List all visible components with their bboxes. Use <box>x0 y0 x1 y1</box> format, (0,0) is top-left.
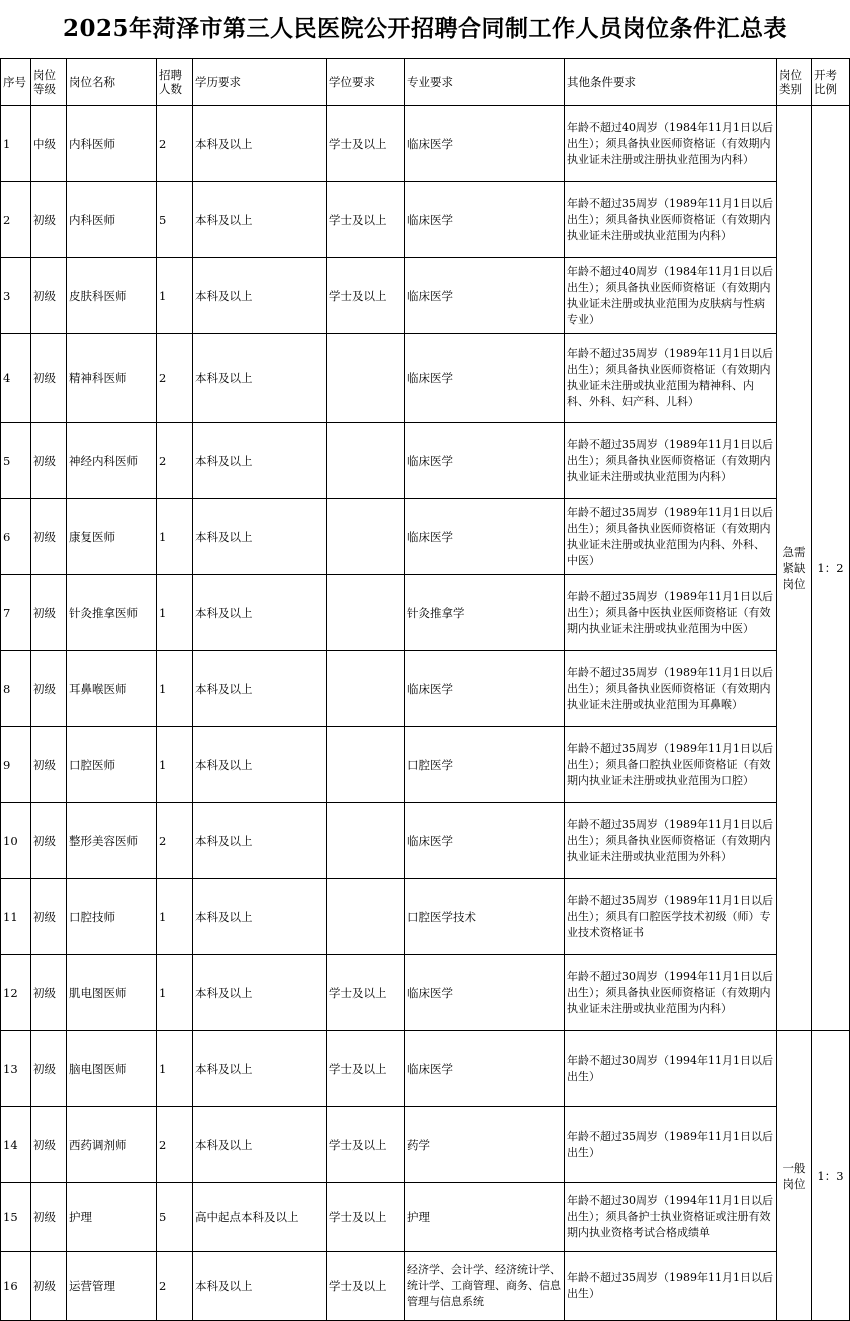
cell-major: 护理 <box>405 1183 565 1252</box>
cell-degree: 学士及以上 <box>327 182 405 258</box>
cell-major: 临床医学 <box>405 803 565 879</box>
cell-count: 2 <box>157 803 193 879</box>
cell-other: 年龄不超过35周岁（1989年11月1日以后出生） <box>565 1252 777 1321</box>
cell-count: 5 <box>157 1183 193 1252</box>
cell-major: 临床医学 <box>405 258 565 334</box>
cell-count: 2 <box>157 423 193 499</box>
cell-education: 本科及以上 <box>193 106 327 182</box>
cell-education: 本科及以上 <box>193 1031 327 1107</box>
cell-count: 1 <box>157 499 193 575</box>
cell-degree <box>327 803 405 879</box>
cell-degree: 学士及以上 <box>327 1107 405 1183</box>
cell-major: 口腔医学 <box>405 727 565 803</box>
cell-count: 2 <box>157 1107 193 1183</box>
cell-other: 年龄不超过35周岁（1989年11月1日以后出生） <box>565 1107 777 1183</box>
cell-degree <box>327 423 405 499</box>
cell-degree: 学士及以上 <box>327 106 405 182</box>
cell-name: 口腔技师 <box>67 879 157 955</box>
cell-major: 临床医学 <box>405 1031 565 1107</box>
cell-education: 本科及以上 <box>193 1252 327 1321</box>
header-education: 学历要求 <box>193 59 327 106</box>
cell-name: 神经内科医师 <box>67 423 157 499</box>
cell-level: 初级 <box>31 1107 67 1183</box>
cell-name: 脑电图医师 <box>67 1031 157 1107</box>
cell-seq: 5 <box>1 423 31 499</box>
cell-major: 临床医学 <box>405 182 565 258</box>
cell-major: 临床医学 <box>405 955 565 1031</box>
cell-count: 1 <box>157 955 193 1031</box>
cell-count: 2 <box>157 106 193 182</box>
cell-major: 临床医学 <box>405 499 565 575</box>
cell-degree <box>327 879 405 955</box>
cell-level: 初级 <box>31 499 67 575</box>
table-row <box>1 334 850 423</box>
header-major: 专业要求 <box>405 59 565 106</box>
cell-seq: 16 <box>1 1252 31 1321</box>
cell-count: 5 <box>157 182 193 258</box>
cell-other: 年龄不超过35周岁（1989年11月1日以后出生）；须具备口腔执业医师资格证（有效期内执业证未注册或执业范围为口腔） <box>565 727 777 803</box>
cell-other: 年龄不超过35周岁（1989年11月1日以后出生）；须具备执业医师资格证（有效期内执业证未注册或执业范围为内科） <box>565 423 777 499</box>
cell-degree <box>327 499 405 575</box>
table-row <box>1 499 850 575</box>
table-row <box>1 1183 850 1252</box>
cell-education: 本科及以上 <box>193 955 327 1031</box>
cell-education: 本科及以上 <box>193 423 327 499</box>
cell-seq: 15 <box>1 1183 31 1252</box>
cell-education: 本科及以上 <box>193 651 327 727</box>
cell-name: 口腔医师 <box>67 727 157 803</box>
cell-other: 年龄不超过30周岁（1994年11月1日以后出生）；须具备执业医师资格证（有效期内执业证未注册或执业范围为内科） <box>565 955 777 1031</box>
cell-major: 临床医学 <box>405 423 565 499</box>
header-row <box>1 59 850 106</box>
cell-degree: 学士及以上 <box>327 955 405 1031</box>
cell-count: 1 <box>157 651 193 727</box>
cell-name: 肌电图医师 <box>67 955 157 1031</box>
cell-ratio-general: 1：3 <box>812 1031 850 1321</box>
cell-other: 年龄不超过30周岁（1994年11月1日以后出生）；须具备护士执业资格证或注册有效期内执业资格考试合格成绩单 <box>565 1183 777 1252</box>
cell-name: 护理 <box>67 1183 157 1252</box>
cell-education: 高中起点本科及以上 <box>193 1183 327 1252</box>
cell-count: 1 <box>157 879 193 955</box>
cell-education: 本科及以上 <box>193 182 327 258</box>
header-count: 招聘人数 <box>157 59 193 106</box>
cell-seq: 1 <box>1 106 31 182</box>
table-row <box>1 1252 850 1321</box>
cell-education: 本科及以上 <box>193 499 327 575</box>
cell-name: 耳鼻喉医师 <box>67 651 157 727</box>
cell-other: 年龄不超过40周岁（1984年11月1日以后出生）；须具备执业医师资格证（有效期内执业证未注册或执业范围为皮肤病与性病专业） <box>565 258 777 334</box>
cell-level: 初级 <box>31 1031 67 1107</box>
table-row <box>1 106 850 182</box>
cell-level: 初级 <box>31 803 67 879</box>
cell-degree: 学士及以上 <box>327 1031 405 1107</box>
header-level: 岗位等级 <box>31 59 67 106</box>
table-row <box>1 955 850 1031</box>
cell-major: 经济学、会计学、经济统计学、统计学、工商管理、商务、信息管理与信息系统 <box>405 1252 565 1321</box>
table-row <box>1 879 850 955</box>
cell-level: 初级 <box>31 1183 67 1252</box>
cell-ratio-urgent: 1：2 <box>812 106 850 1031</box>
cell-major: 临床医学 <box>405 334 565 423</box>
cell-seq: 10 <box>1 803 31 879</box>
cell-other: 年龄不超过35周岁（1989年11月1日以后出生）；须具有口腔医学技术初级（师）专业技术资格证书 <box>565 879 777 955</box>
cell-degree: 学士及以上 <box>327 1252 405 1321</box>
cell-level: 初级 <box>31 423 67 499</box>
cell-seq: 12 <box>1 955 31 1031</box>
cell-seq: 11 <box>1 879 31 955</box>
cell-level: 初级 <box>31 258 67 334</box>
cell-level: 初级 <box>31 651 67 727</box>
cell-seq: 9 <box>1 727 31 803</box>
cell-education: 本科及以上 <box>193 803 327 879</box>
cell-name: 针灸推拿医师 <box>67 575 157 651</box>
cell-major: 药学 <box>405 1107 565 1183</box>
header-name: 岗位名称 <box>67 59 157 106</box>
page-title: 2025年菏泽市第三人民医院公开招聘合同制工作人员岗位条件汇总表 <box>62 15 787 42</box>
cell-name: 内科医师 <box>67 182 157 258</box>
cell-category-urgent: 急需紧缺岗位 <box>777 106 812 1031</box>
cell-other: 年龄不超过35周岁（1989年11月1日以后出生）；须具备执业医师资格证（有效期内执业证未注册或执业范围为外科） <box>565 803 777 879</box>
cell-level: 初级 <box>31 182 67 258</box>
cell-count: 1 <box>157 1031 193 1107</box>
table-row <box>1 182 850 258</box>
table-row <box>1 1107 850 1183</box>
cell-other: 年龄不超过35周岁（1989年11月1日以后出生）；须具备执业医师资格证（有效期内执业证未注册或执业范围为内科） <box>565 182 777 258</box>
cell-major: 针灸推拿学 <box>405 575 565 651</box>
table-row <box>1 423 850 499</box>
cell-seq: 3 <box>1 258 31 334</box>
cell-count: 2 <box>157 1252 193 1321</box>
cell-education: 本科及以上 <box>193 727 327 803</box>
cell-seq: 6 <box>1 499 31 575</box>
cell-seq: 4 <box>1 334 31 423</box>
cell-name: 精神科医师 <box>67 334 157 423</box>
cell-education: 本科及以上 <box>193 334 327 423</box>
table-row <box>1 727 850 803</box>
cell-degree: 学士及以上 <box>327 1183 405 1252</box>
cell-seq: 14 <box>1 1107 31 1183</box>
cell-other: 年龄不超过40周岁（1984年11月1日以后出生）；须具备执业医师资格证（有效期内执业证未注册或注册执业范围为内科） <box>565 106 777 182</box>
cell-degree <box>327 334 405 423</box>
cell-seq: 8 <box>1 651 31 727</box>
cell-level: 初级 <box>31 879 67 955</box>
table-row <box>1 1031 850 1107</box>
cell-education: 本科及以上 <box>193 879 327 955</box>
cell-education: 本科及以上 <box>193 575 327 651</box>
header-ratio: 开考比例 <box>812 59 850 106</box>
table-row <box>1 575 850 651</box>
cell-count: 2 <box>157 334 193 423</box>
cell-level: 初级 <box>31 1252 67 1321</box>
cell-seq: 7 <box>1 575 31 651</box>
cell-major: 临床医学 <box>405 106 565 182</box>
header-degree: 学位要求 <box>327 59 405 106</box>
cell-name: 运营管理 <box>67 1252 157 1321</box>
cell-degree <box>327 651 405 727</box>
cell-count: 1 <box>157 258 193 334</box>
cell-education: 本科及以上 <box>193 258 327 334</box>
cell-name: 整形美容医师 <box>67 803 157 879</box>
header-category: 岗位类别 <box>777 59 812 106</box>
cell-seq: 13 <box>1 1031 31 1107</box>
header-other: 其他条件要求 <box>565 59 777 106</box>
recruitment-table <box>0 58 850 1321</box>
cell-name: 内科医师 <box>67 106 157 182</box>
cell-name: 康复医师 <box>67 499 157 575</box>
cell-level: 中级 <box>31 106 67 182</box>
cell-name: 皮肤科医师 <box>67 258 157 334</box>
cell-count: 1 <box>157 575 193 651</box>
cell-level: 初级 <box>31 334 67 423</box>
table-row <box>1 258 850 334</box>
cell-degree <box>327 575 405 651</box>
table-row <box>1 803 850 879</box>
cell-other: 年龄不超过35周岁（1989年11月1日以后出生）；须具备执业医师资格证（有效期内执业证未注册或执业范围为耳鼻喉） <box>565 651 777 727</box>
cell-name: 西药调剂师 <box>67 1107 157 1183</box>
header-seq: 序号 <box>1 59 31 106</box>
cell-seq: 2 <box>1 182 31 258</box>
cell-level: 初级 <box>31 727 67 803</box>
cell-category-general: 一般岗位 <box>777 1031 812 1321</box>
cell-education: 本科及以上 <box>193 1107 327 1183</box>
table-row <box>1 651 850 727</box>
cell-count: 1 <box>157 727 193 803</box>
cell-other: 年龄不超过30周岁（1994年11月1日以后出生） <box>565 1031 777 1107</box>
cell-degree: 学士及以上 <box>327 258 405 334</box>
cell-other: 年龄不超过35周岁（1989年11月1日以后出生）；须具备中医执业医师资格证（有效期内执业证未注册或执业范围为中医） <box>565 575 777 651</box>
cell-level: 初级 <box>31 575 67 651</box>
cell-major: 口腔医学技术 <box>405 879 565 955</box>
cell-major: 临床医学 <box>405 651 565 727</box>
cell-other: 年龄不超过35周岁（1989年11月1日以后出生）；须具备执业医师资格证（有效期内执业证未注册或执业范围为精神科、内科、外科、妇产科、儿科） <box>565 334 777 423</box>
cell-other: 年龄不超过35周岁（1989年11月1日以后出生）；须具备执业医师资格证（有效期内执业证未注册或执业范围为内科、外科、中医） <box>565 499 777 575</box>
cell-level: 初级 <box>31 955 67 1031</box>
cell-degree <box>327 727 405 803</box>
